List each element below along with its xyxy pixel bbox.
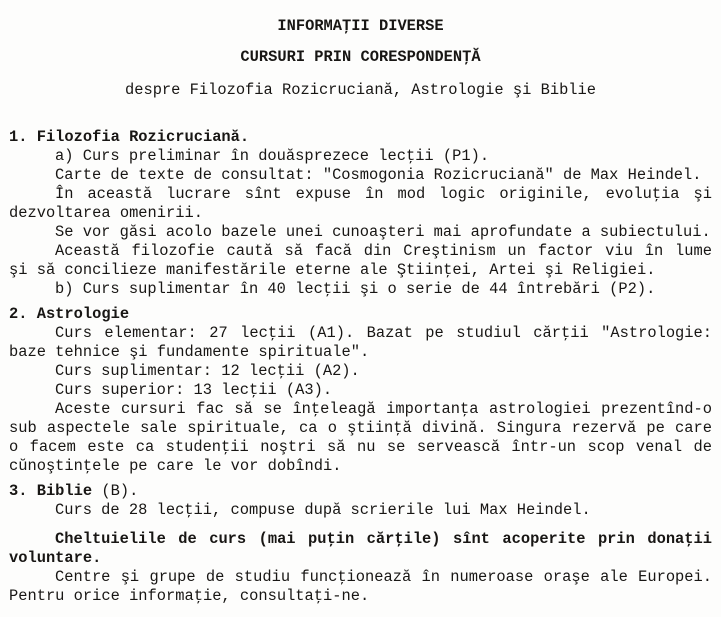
document-body bbox=[9, 128, 712, 606]
document-subtitle: despre Filozofia Rozicruciană, Astrologie şi Biblie bbox=[124, 81, 597, 99]
text-line: Această filozofie caută să facă din Creştinism un factor viu în lume bbox=[55, 242, 712, 260]
text-line: Cheltuielile de curs (mai puţin cărţile) sînt acoperite prin donaţii bbox=[55, 530, 712, 548]
text-line: Curs superior: 13 lecţii (A3). bbox=[55, 381, 333, 399]
text-line: Pentru orice informaţie, consultaţi-ne. bbox=[9, 587, 370, 605]
text-line: Aceste cursuri fac să se înţeleagă importanţa astrologiei prezentînd-o bbox=[55, 400, 712, 418]
text-line: Carte de texte de consultat: "Cosmogonia Rozicruciană" de Max Heindel. bbox=[55, 166, 702, 184]
text-line: dezvoltarea omenirii. bbox=[9, 204, 203, 222]
text-line: voluntare. bbox=[9, 549, 102, 567]
section-heading: 1. Filozofia Rozicruciană. bbox=[9, 128, 250, 146]
text-line: Curs elementar: 27 lecţii (A1). Bazat pe studiul cărţii "Astrologie: bbox=[55, 324, 712, 342]
text-line: În această lucrare sînt expuse în mod logic originile, evoluţia şi bbox=[55, 185, 712, 203]
text-line: cŭnoştinţele pe care le vor dobîndi. bbox=[9, 457, 342, 475]
text-line: Se vor găsi acolo bazele unei cunoaşteri mai aprofundate a subiectului. bbox=[55, 223, 711, 241]
section-heading bbox=[9, 482, 712, 501]
text-line: Curs de 28 lecţii, compuse după scrierile lui Max Heindel. bbox=[55, 501, 591, 519]
section-heading-label: 3. Biblie bbox=[9, 482, 93, 500]
text-line: baze tehnice şi fundamente spirituale". bbox=[9, 343, 370, 361]
section-heading: 2. Astrologie bbox=[9, 305, 130, 323]
text-line: o facem este ca studenţii noştri să nu se servească într-un scop venal de bbox=[9, 438, 712, 456]
text-line: a) Curs preliminar în douăsprezece lecţii (P1). bbox=[55, 147, 490, 165]
text-line: Centre şi grupe de studiu funcţionează în numeroase oraşe ale Europei. bbox=[55, 568, 712, 586]
document-title: INFORMAŢII DIVERSE bbox=[277, 17, 444, 35]
text-line: Curs suplimentar: 12 lecţii (A2). bbox=[55, 362, 360, 380]
document-header bbox=[9, 17, 712, 100]
text-line: b) Curs suplimentar în 40 lecţii şi o serie de 44 întrebări (P2). bbox=[55, 280, 656, 298]
section-heading-suffix: (B). bbox=[92, 482, 139, 500]
text-line: sub aspectele sale spirituale, ca o ştiinţă divină. Singura rezervă pe care bbox=[9, 419, 712, 437]
text-line: şi să concilieze manifestările eterne ale Ştiinţei, Artei şi Religiei. bbox=[9, 261, 656, 279]
document-subtitle-heading: CURSURI PRIN CORESPONDENŢĂ bbox=[240, 48, 481, 66]
